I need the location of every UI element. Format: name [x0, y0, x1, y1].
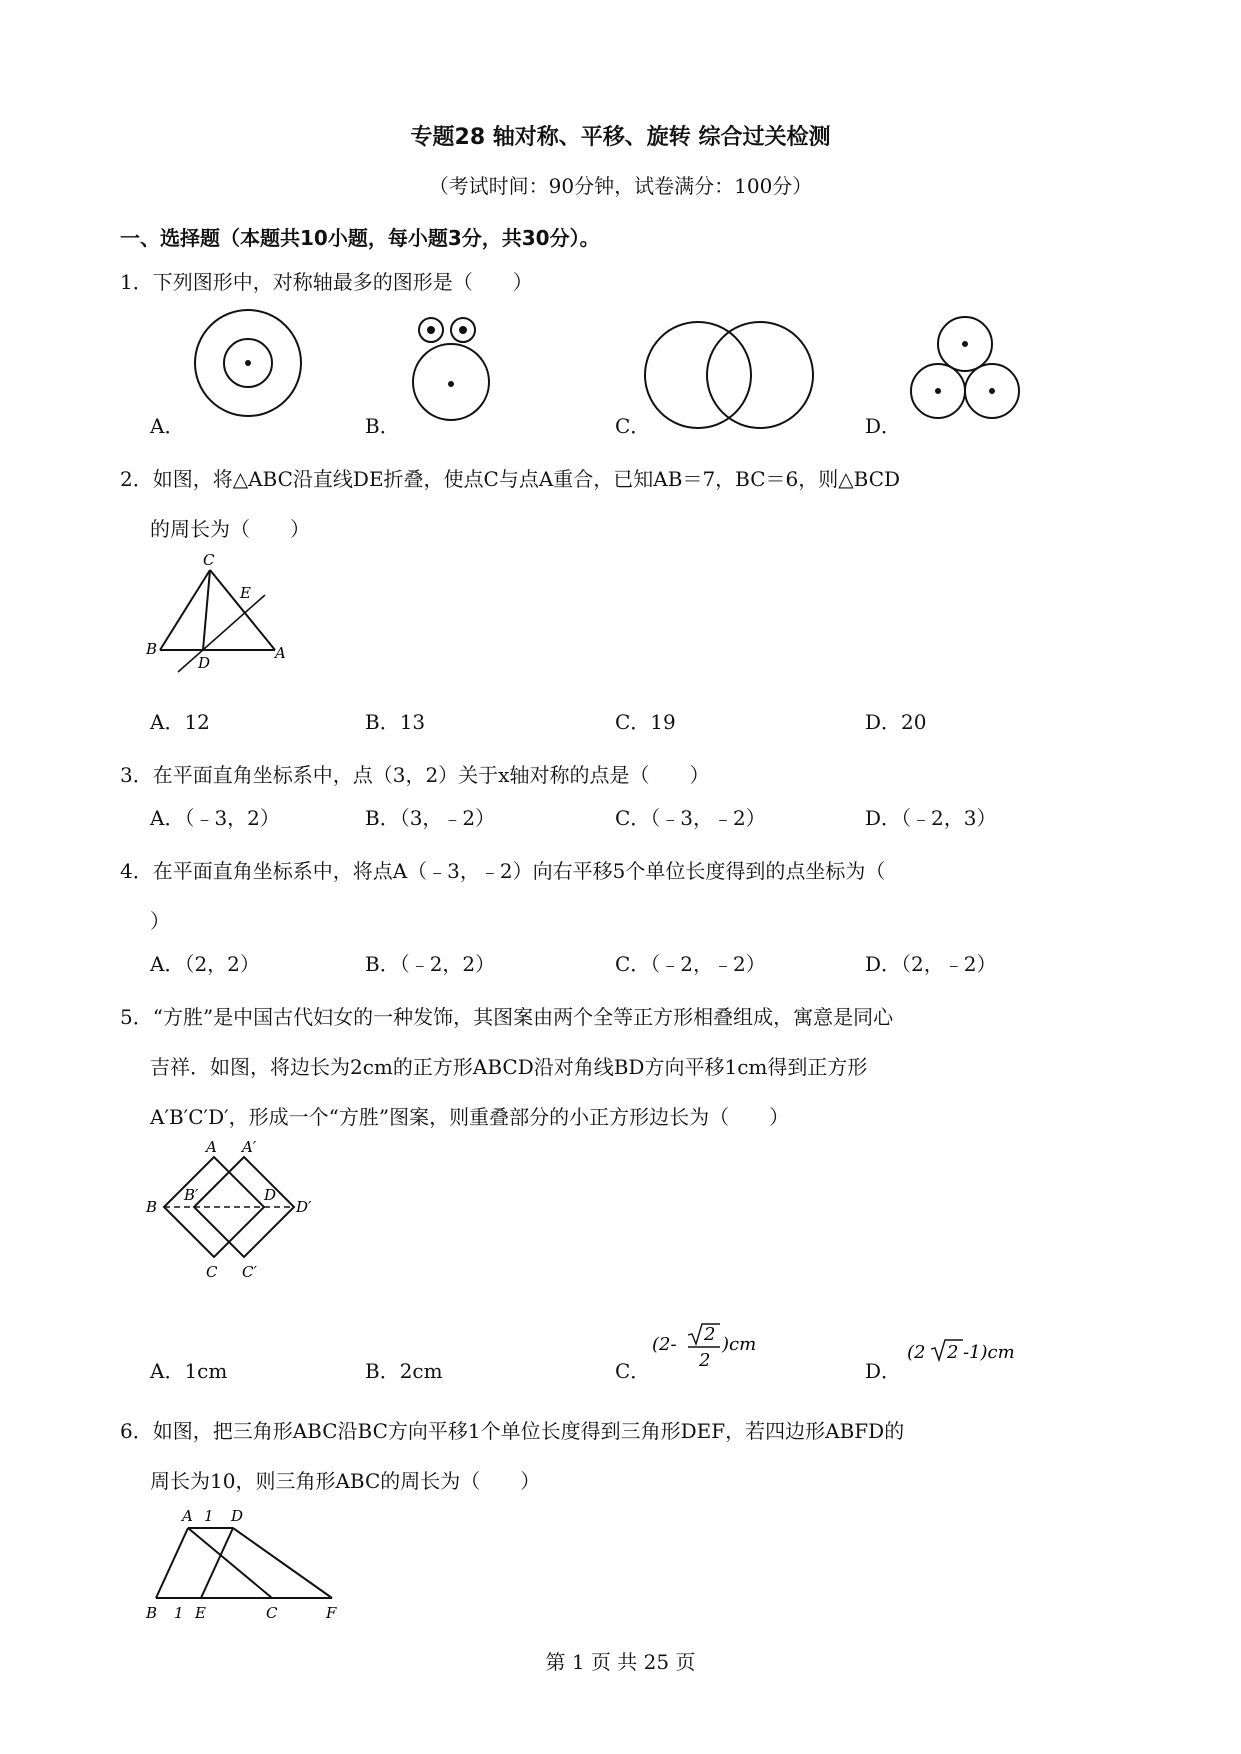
option-d[interactable]: D．（2，﹣2）: [865, 952, 997, 976]
question-6-stem-line-1: 6．如图，把三角形ABC沿BC方向平移1个单位长度得到三角形DEF，若四边形ABFD的: [120, 1419, 905, 1443]
label-one-top: 1: [204, 1507, 214, 1525]
option-a[interactable]: A．12: [150, 710, 210, 734]
figure-a-concentric-circles: [195, 310, 301, 416]
question-1-stem: 1．下列图形中，对称轴最多的图形是（ ）: [120, 270, 533, 294]
question-2-stem-line-1: 2．如图，将△ABC沿直线DE折叠，使点C与点A重合，已知AB＝7，BC＝6，则△BCD: [120, 467, 901, 491]
page-title: 专题28 轴对称、平移、旋转 综合过关检测: [410, 125, 831, 150]
formula-c-prefix: (2-: [652, 1334, 677, 1355]
question-5-stem-line-2: 吉祥．如图，将边长为2cm的正方形ABCD沿对角线BD方向平移1cm得到正方形: [150, 1055, 868, 1079]
question-4-options: [150, 948, 1130, 980]
label-c: C: [203, 551, 215, 569]
formula-c-radicand: 2: [704, 1324, 716, 1345]
option-b[interactable]: B．13: [365, 710, 426, 734]
label-c: C: [206, 1263, 218, 1280]
option-c[interactable]: C．19: [615, 710, 676, 734]
label-a: A: [182, 1507, 193, 1525]
option-d-formula: [905, 1336, 1065, 1370]
question-2-stem-line-2: 的周长为（ ）: [150, 517, 310, 541]
question-5-stem-line-1: 5．“方胜”是中国古代妇女的一种发饰，其图案由两个全等正方形相叠组成，寓意是同心: [120, 1005, 894, 1029]
formula-c-suffix: )cm: [722, 1334, 757, 1355]
question-2-figure: [140, 550, 300, 675]
label-d: D: [198, 654, 211, 672]
option-c[interactable]: C．: [615, 414, 651, 438]
label-d-prime: D′: [296, 1198, 312, 1216]
question-1-options: [150, 410, 1130, 442]
question-4-stem-line-1: 4．在平面直角坐标系中，将点A（﹣3，﹣2）向右平移5个单位长度得到的点坐标为（: [120, 859, 886, 883]
formula-d-prefix: (2: [907, 1342, 926, 1363]
question-5-figure: [140, 1140, 340, 1280]
option-b[interactable]: B．（﹣2，2）: [365, 952, 496, 976]
label-b: B: [146, 1198, 158, 1216]
option-c[interactable]: C．（﹣3，﹣2）: [615, 806, 766, 830]
label-a: A: [275, 644, 286, 662]
option-b[interactable]: B．: [365, 414, 400, 438]
label-f: F: [326, 1604, 337, 1620]
option-d[interactable]: D．（﹣2，3）: [865, 806, 997, 830]
question-2-options: [150, 706, 1130, 738]
exam-info: （考试时间：90分钟，试卷满分：100分）: [428, 174, 813, 198]
option-c[interactable]: C．（﹣2，﹣2）: [615, 952, 766, 976]
page-footer: 第 1 页 共 25 页: [545, 1650, 696, 1674]
label-a: A: [206, 1140, 217, 1156]
option-c-formula: [650, 1322, 810, 1380]
question-4-stem-line-2: ）: [150, 909, 170, 933]
label-b-prime: B′: [184, 1186, 199, 1204]
question-5-stem-line-3: A′B′C′D′，形成一个“方胜”图案，则重叠部分的小正方形边长为（ ）: [150, 1105, 790, 1129]
label-c: C: [266, 1604, 278, 1620]
option-b[interactable]: B．2cm: [365, 1359, 443, 1383]
question-6-figure: [140, 1500, 360, 1620]
option-d[interactable]: D．: [865, 1359, 902, 1383]
question-3-stem: 3．在平面直角坐标系中，点（3，2）关于x轴对称的点是（ ）: [120, 763, 710, 787]
label-e: E: [195, 1604, 206, 1620]
formula-d-suffix: -1)cm: [963, 1342, 1015, 1363]
question-3-options: [150, 802, 1130, 834]
label-d: D: [264, 1186, 277, 1204]
option-d[interactable]: D．20: [865, 710, 927, 734]
option-c[interactable]: C．: [615, 1359, 651, 1383]
label-c-prime: C′: [242, 1263, 257, 1280]
formula-c-denominator: 2: [699, 1350, 711, 1371]
option-b[interactable]: B．（3，﹣2）: [365, 806, 496, 830]
option-a[interactable]: A．: [150, 414, 185, 438]
option-a[interactable]: A．（2，2）: [150, 952, 260, 976]
label-b: B: [146, 640, 158, 658]
label-one-bottom: 1: [174, 1604, 184, 1620]
label-e: E: [240, 584, 251, 602]
section-heading: 一、选择题（本题共10小题，每小题3分，共30分）。: [120, 226, 600, 250]
figure-b-circles: [413, 318, 489, 420]
option-a[interactable]: A．（﹣3，2）: [150, 806, 280, 830]
question-6-stem-line-2: 周长为10，则三角形ABC的周长为（ ）: [150, 1469, 541, 1493]
option-d[interactable]: D．: [865, 414, 902, 438]
label-a-prime: A′: [242, 1140, 257, 1156]
formula-d-radicand: 2: [947, 1342, 959, 1363]
label-d: D: [231, 1507, 244, 1525]
label-b: B: [146, 1604, 158, 1620]
option-a[interactable]: A．1cm: [150, 1359, 228, 1383]
figure-d-three-circles: [911, 317, 1019, 418]
